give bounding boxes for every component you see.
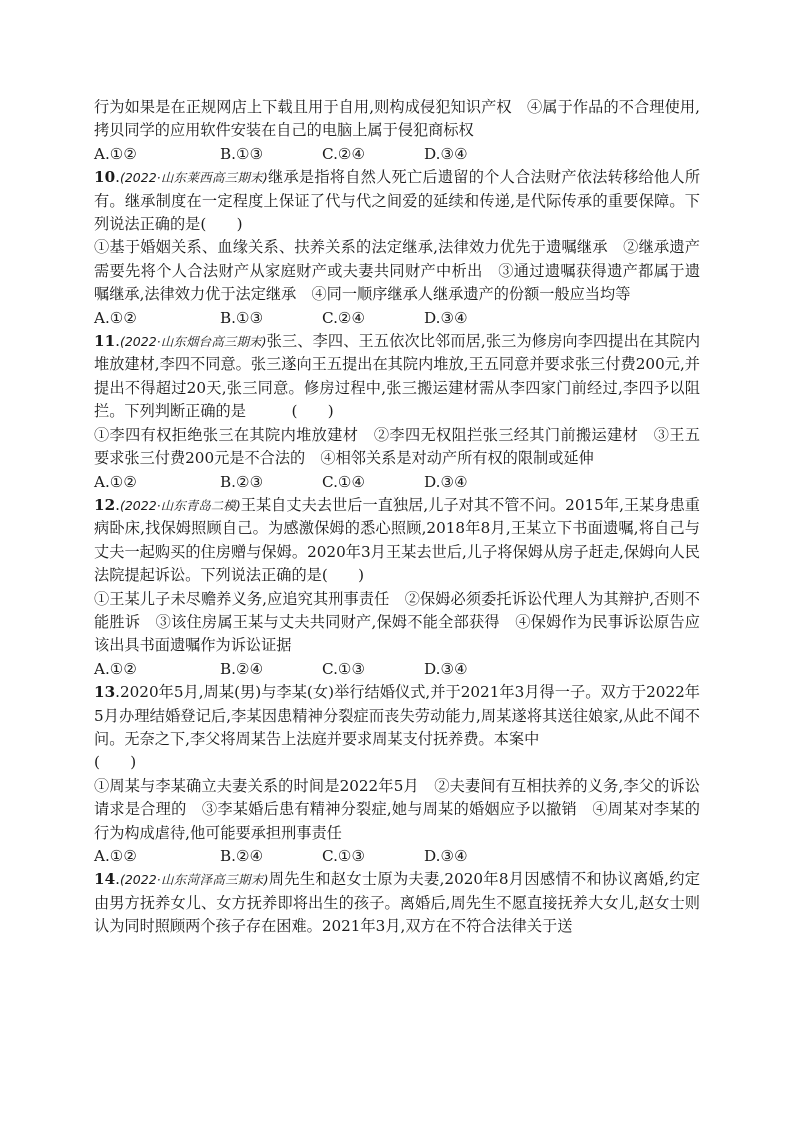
q11-statements: ①李四有权拒绝张三在其院内堆放建材 ②李四无权阻拦张三经其门前搬运建材 ③王五要求张三付费200元是不合法的 ④相邻关系是对动产所有权的限制或延伸 (94, 425, 700, 468)
q10-statements: ①基于婚姻关系、血缘关系、扶养关系的法定继承,法律效力优先于遗嘱继承 ②继承遗产需要先将个人合法财产从家庭财产或夫妻共同财产中析出 ③通过遗嘱获得遗产都属于遗嘱继承,法律效力优于法定继承 ④同一顺序继承人继承遗产的份额一般应当均等 (94, 238, 700, 304)
q9-options (94, 143, 700, 166)
q11-options (94, 471, 700, 494)
q10-number: 10 (94, 168, 116, 187)
q13-options (94, 845, 700, 868)
q13-option-d: D.③④ (424, 847, 468, 865)
q11-stem: 11.(2022·山东烟台高三期末)张三、李四、王五依次比邻而居,张三为修房向李四提出在其院内堆放建材,李四不同意。张三遂向王五提出在其院内堆放,王五同意并要求张三付费200元,并提出不得超过20天,张三同意。修房过程中,张三搬运建材需从李四家门前经过,李四予以阻拦。下列判断正确的是 ( ) (94, 332, 701, 421)
q13-number: 13 (94, 683, 116, 702)
q10-option-a: A.①② (94, 308, 138, 327)
q11-stem-text: 张三、李四、王五依次比邻而居,张三为修房向李四提出在其院内堆放建材,李四不同意。张三遂向王五提出在其院内堆放,王五同意并要求张三付费200元,并提出不得超过20天,张三同意。修房过程中,张三搬运建材需从李四家门前经过,李四予以阻拦。下列判断正确的是 ( ) (94, 332, 701, 421)
q10-stem: 10.(2022·山东莱西高三期末)继承是指将自然人死亡后遗留的个人合法财产依法转移给他人所有。继承制度在一定程度上保证了代与代之间爱的延续和传递,是代际传承的重要保障。下列说法正确的是( ) (94, 168, 701, 234)
q11-option-c: C.①④ (322, 472, 366, 491)
q13-option-c: C.①③ (322, 847, 366, 865)
q11-option-a: A.①② (94, 472, 138, 491)
q10-option-d: D.③④ (424, 308, 468, 327)
q9-option-c: C.②④ (322, 144, 366, 163)
q10-options (94, 307, 700, 330)
q10-option-b: B.①③ (220, 308, 264, 327)
q14-stem: 14.(2022·山东菏泽高三期末)周先生和赵女士原为夫妻,2020年8月因感情不和协议离婚,约定由男方抚养女儿、女方抚养即将出生的孩子。离婚后,周先生不愿直接抚养大女儿,赵女士则认为同时照顾两个孩子存在困难。2021年3月,双方在不符合法律关于送 (94, 870, 700, 936)
q14-number: 14 (94, 870, 116, 889)
q13-option-a: A.①② (94, 847, 138, 865)
q9-statements-tail: 行为如果是在正规网店上下载且用于自用,则构成侵犯知识产权 ④属于作品的不合理使用,拷贝同学的应用软件安装在自己的电脑上属于侵犯商标权 (94, 98, 700, 140)
q12-statements: ①王某儿子未尽赡养义务,应追究其刑事责任 ②保姆必须委托诉讼代理人为其辩护,否则不能胜诉 ③该住房属王某与丈夫共同财产,保姆不能全部获得 ④保姆作为民事诉讼原告应该出具书面遗嘱作为诉讼证据 (94, 589, 700, 655)
q13-answer-blank: ( ) (94, 753, 137, 772)
q10-option-c: C.②④ (322, 308, 366, 327)
document-page (94, 96, 700, 939)
q12-number: 12 (94, 495, 116, 514)
q13-stem: 13.2020年5月,周某(男)与李某(女)举行结婚仪式,并于2021年3月得一子。双方于2022年5月办理结婚登记后,李某因患精神分裂症而丧失劳动能力,周某遂将其送往娘家,从此不闻不问。无奈之下,李父将周某告上法庭并要求周某支付抚养费。本案中 ( ) (94, 681, 700, 775)
q13-stem-text: 2020年5月,周某(男)与李某(女)举行结婚仪式,并于2021年3月得一子。双方于2022年5月办理结婚登记后,李某因患精神分裂症而丧失劳动能力,周某遂将其送往娘家,从此不闻不问。无奈之下,李父将周某告上法庭并要求周某支付抚养费。本案中 (94, 683, 700, 748)
q9-option-b: B.①③ (220, 144, 264, 163)
q9-option-a: A.①② (94, 144, 138, 163)
q12-stem-text: 王某自丈夫去世后一直独居,儿子对其不管不问。2015年,王某身患重病卧床,找保姆照顾自己。为感激保姆的悉心照顾,2018年8月,王某立下书面遗嘱,将自己与丈夫一起购买的住房赠与保姆。2020年3月王某去世后,儿子将保姆从房子赶走,保姆向人民法院提起诉讼。下列说法正确的是( ) (94, 495, 700, 585)
q14-source: (2022·山东菏泽高三期末) (119, 872, 269, 888)
q11-number: 11 (94, 332, 116, 351)
q12-option-d: D.③④ (424, 659, 468, 678)
q12-option-a: A.①② (94, 659, 138, 678)
q13-option-b: B.②④ (220, 847, 264, 865)
q11-option-b: B.②③ (220, 472, 264, 491)
q11-source: (2022·山东烟台高三期末) (119, 334, 267, 350)
q10-stem-text: 继承是指将自然人死亡后遗留的个人合法财产依法转移给他人所有。继承制度在一定程度上保证了代与代之间爱的延续和传递,是代际传承的重要保障。下列说法正确的是( ) (94, 168, 701, 234)
q12-stem: 12.(2022·山东青岛二模)王某自丈夫去世后一直独居,儿子对其不管不问。2015年,王某身患重病卧床,找保姆照顾自己。为感激保姆的悉心照顾,2018年8月,王某立下书面遗嘱,将自己与丈夫一起购买的住房赠与保姆。2020年3月王某去世后,儿子将保姆从房子赶走,保姆向人民法院提起诉讼。下列说法正确的是( ) (94, 495, 700, 585)
q11-option-d: D.③④ (424, 472, 468, 491)
q14-stem-text: 周先生和赵女士原为夫妻,2020年8月因感情不和协议离婚,约定由男方抚养女儿、女方抚养即将出生的孩子。离婚后,周先生不愿直接抚养大女儿,赵女士则认为同时照顾两个孩子存在困难。2021年3月,双方在不符合法律关于送 (94, 870, 700, 936)
q12-options (94, 658, 700, 681)
q12-source: (2022·山东青岛二模) (119, 497, 241, 513)
q13-statements: ①周某与李某确立夫妻关系的时间是2022年5月 ②夫妻间有互相扶养的义务,李父的诉讼请求是合理的 ③李某婚后患有精神分裂症,她与周某的婚姻应予以撤销 ④周某对李某的行为构成虐待,他可能要承担刑事责任 (94, 776, 700, 842)
q10-source: (2022·山东莱西高三期末) (119, 170, 268, 186)
q9-option-d: D.③④ (424, 144, 468, 163)
q12-option-b: B.②④ (220, 659, 264, 678)
q12-option-c: C.①③ (322, 659, 366, 678)
